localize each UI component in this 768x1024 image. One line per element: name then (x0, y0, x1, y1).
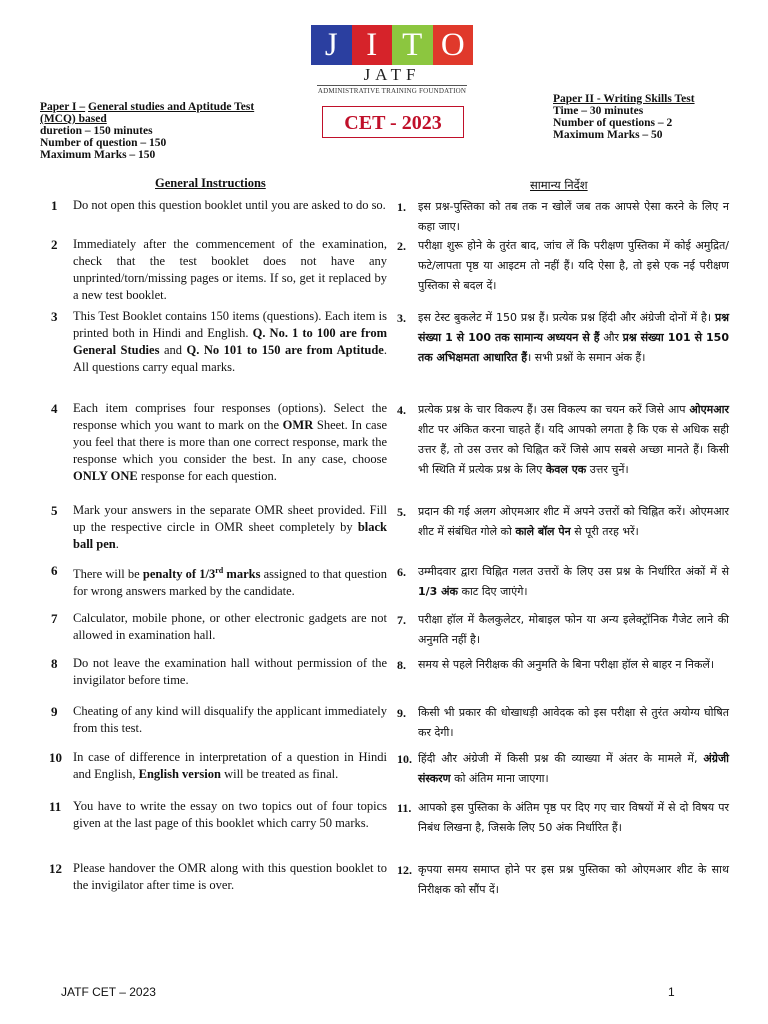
paper-one-info (40, 101, 290, 161)
instruction-text (418, 749, 729, 789)
instruction-number: 12. (397, 863, 412, 877)
instruction-number: 1 (51, 198, 58, 213)
instruction-span: प्रदान की गई अलग ओएमआर शीट में अपने उत्तरों को चिह्नित करें। ओएमआर शीट में संबंधित गोले को (418, 505, 729, 538)
paper-two-info (553, 93, 753, 141)
instruction-number: 11 (49, 799, 62, 814)
instruction-number: 8 (51, 656, 58, 671)
instruction-text (73, 860, 387, 894)
hindi-instruction-item (397, 562, 729, 602)
instruction-number: 5 (51, 503, 58, 518)
instruction-item (40, 308, 387, 376)
heading-general-instructions: General Instructions (155, 176, 266, 190)
hindi-instruction-item (397, 655, 729, 675)
paper-one-label: Paper I – (40, 101, 86, 113)
instruction-span: उत्तर चुनें। (586, 463, 629, 476)
instruction-span: को अंतिम माना जाएगा। (450, 772, 549, 785)
instruction-span: से पूरी तरह भरें। (570, 525, 639, 538)
instruction-item (40, 197, 387, 214)
instruction-span: हिंदी और अंग्रेजी में किसी प्रश्न की व्याख्या में अंतर के मामले में, (418, 752, 704, 765)
instruction-span: . (115, 537, 119, 551)
instruction-span: Mark your answers in the separate OMR sheet provided. Fill up the respective circle in OMR sheet completely by (73, 503, 387, 534)
instruction-text (418, 197, 729, 237)
instruction-emphasis: ओएमआर (689, 403, 729, 416)
instruction-span: You have to write the essay on two topics out of four topics given at the last page of this booklet which carry 50 marks. (73, 799, 387, 830)
instruction-span: Do not open this question booklet until you are asked to do so. (73, 198, 386, 212)
instruction-span: There will be (73, 567, 143, 582)
instruction-emphasis: केवल एक (545, 463, 587, 476)
instruction-span: Calculator, mobile phone, or other electronic gadgets are not allowed in examination hall. (73, 611, 387, 642)
logo-letter-i: I (352, 25, 393, 65)
instruction-text (73, 562, 387, 600)
instruction-emphasis: black ball pen (73, 520, 387, 551)
instruction-text (73, 197, 387, 214)
hindi-instruction-item (397, 798, 729, 838)
cet-year-box: CET - 2023 (322, 106, 464, 138)
instruction-span: कृपया समय समाप्त होने पर इस प्रश्न पुस्तिका को ओएमआर शीट के साथ निरीक्षक को सौंप दें। (418, 863, 729, 896)
heading-hindi-instructions: सामान्य निर्देश (530, 178, 588, 192)
logo-divider (317, 85, 467, 86)
footer-title: JATF CET – 2023 (61, 985, 156, 999)
instruction-text (418, 703, 729, 743)
hindi-instruction-item (397, 400, 729, 480)
instruction-number: 9 (51, 704, 58, 719)
instruction-span: assigned to that question for wrong answers marked by the candidate. (73, 567, 387, 599)
instruction-text (418, 308, 729, 368)
instruction-number: 8. (397, 658, 406, 672)
instruction-text (418, 236, 729, 296)
instruction-text (73, 400, 387, 485)
instruction-text (73, 610, 387, 644)
instruction-text (73, 655, 387, 689)
instruction-number: 7 (51, 611, 58, 626)
paper-two-marks: Maximum Marks – 50 (553, 129, 663, 141)
paper-one-questions: Number of question – 150 (40, 137, 167, 149)
instruction-text (73, 703, 387, 737)
instruction-emphasis: marks (223, 567, 261, 582)
instruction-text (418, 860, 729, 900)
instruction-span: and (159, 343, 187, 357)
instruction-text (418, 610, 729, 650)
instruction-text (418, 655, 729, 675)
instruction-emphasis: English version (138, 767, 221, 781)
instruction-text (73, 308, 387, 376)
paper-two-time: Time – 30 minutes (553, 105, 644, 117)
instruction-number: 7. (397, 613, 406, 627)
instruction-text (418, 502, 729, 542)
hindi-instruction-item (397, 610, 729, 650)
logo-tagline: ADMINISTRATIVE TRAINING FOUNDATION (317, 87, 467, 95)
instruction-emphasis: प्रश्न संख्या 101 से 150 तक अभिक्षमता आधारित हैं (418, 331, 729, 364)
instruction-text (73, 798, 387, 832)
instruction-item (40, 798, 387, 832)
instruction-span: प्रत्येक प्रश्न के चार विकल्प हैं। उस विकल्प का चयन करें जिसे आप (418, 403, 690, 416)
instruction-number: 4 (51, 401, 58, 416)
instruction-number: 4. (397, 403, 406, 417)
instruction-emphasis: ONLY ONE (73, 469, 138, 483)
instruction-span: Cheating of any kind will disqualify the applicant immediately from this test. (73, 704, 387, 735)
instruction-text (73, 236, 387, 304)
instruction-span: . All questions carry equal marks. (73, 343, 387, 374)
instruction-emphasis: काले बॉल पेन (515, 525, 571, 538)
paper-two-title: Paper II - Writing Skills Test (553, 93, 695, 105)
instruction-item (40, 610, 387, 644)
instruction-number: 6 (51, 563, 58, 578)
instruction-emphasis: 1/3 अंक (418, 585, 459, 598)
instruction-number: 6. (397, 565, 406, 579)
instruction-text (73, 749, 387, 783)
instruction-span: Sheet. In case you feel that there is more than one correct response, mark the response which you consider the best. In any case, choose (73, 418, 387, 466)
instruction-item (40, 860, 387, 894)
instruction-number: 2. (397, 239, 406, 253)
paper-one-marks: Maximum Marks – 150 (40, 149, 156, 161)
instruction-text (418, 798, 729, 838)
instruction-span: उम्मीदवार द्वारा चिह्नित गलत उत्तरों के लिए उस प्रश्न के निर्धारित अंकों में से (418, 565, 729, 578)
logo-subtitle: JATF (363, 65, 421, 84)
instruction-span: Please handover the OMR along with this question booklet to the invigilator after time is over. (73, 861, 387, 892)
instruction-number: 11. (397, 801, 412, 815)
hindi-instruction-item (397, 860, 729, 900)
instruction-item (40, 400, 387, 485)
instruction-span: परीक्षा हॉल में कैलकुलेटर, मोबाइल फोन या अन्य इलेक्ट्रॉनिक गैजेट लाने की अनुमति नहीं है। (418, 613, 729, 646)
instruction-item (40, 502, 387, 553)
instruction-item (40, 703, 387, 737)
instruction-span: Each item comprises four responses (options). Select the response which you want to mark on the (73, 401, 387, 432)
instruction-item (40, 655, 387, 689)
instruction-span: किसी भी प्रकार की धोखाधड़ी आवेदक को इस परीक्षा से तुरंत अयोग्य घोषित कर देगी। (418, 706, 729, 739)
instruction-number: 1. (397, 200, 406, 214)
paper-two-questions: Number of questions – 2 (553, 117, 673, 129)
instruction-span: This Test Booklet contains 150 items (questions). Each item is printed both in Hindi and English. (73, 309, 387, 340)
hindi-instruction-item (397, 502, 729, 542)
logo-letter-o: O (433, 25, 474, 65)
instruction-span: will be treated as final. (220, 767, 339, 781)
instruction-number: 10 (49, 750, 62, 765)
instruction-span: Do not leave the examination hall without permission of the invigilator before time. (73, 656, 387, 687)
hindi-instruction-item (397, 236, 729, 296)
logo-letter-t: T (392, 25, 433, 65)
instruction-number: 10. (397, 752, 412, 766)
instruction-span: । सभी प्रश्नों के समान अंक हैं। (527, 351, 646, 364)
instruction-span: शीट पर अंकित करना चाहते हैं। यदि आपको लगता है कि एक से अधिक सही उत्तर हैं, तो उस उत्तर को चिह्नित करें जिसे आप सबसे अच्छा मानते हैं। किसी भी स्थिति में प्रत्येक प्रश्न के लिए (418, 423, 729, 476)
instruction-span: परीक्षा शुरू होने के तुरंत बाद, जांच लें कि परीक्षण पुस्तिका में कोई अमुद्रित/फटे/लापता पृष्ठ या आइटम तो नहीं हैं। यदि ऐसा है, तो इसे एक नई परीक्षण पुस्तिका से बदल दें। (418, 239, 729, 292)
paper-one-title (40, 101, 290, 125)
paper-one-duration: duretion – 150 minutes (40, 125, 153, 137)
instruction-emphasis: penalty of 1/3 (142, 567, 216, 582)
paper-one-subject: General studies and Aptitude Test (MCQ) based (40, 101, 255, 125)
instruction-emphasis: Q. No 101 to 150 are from Aptitude (186, 343, 384, 357)
hindi-instruction-item (397, 749, 729, 789)
jito-logo (311, 25, 473, 95)
instruction-span: In case of difference in interpretation of a question in Hindi and English, (73, 750, 387, 781)
instruction-emphasis: अंग्रेजी संस्करण (418, 752, 729, 785)
instruction-span: काट दिए जाएंगे। (458, 585, 528, 598)
instruction-span: समय से पहले निरीक्षक की अनुमति के बिना परीक्षा हॉल से बाहर न निकलें। (418, 658, 715, 671)
instruction-item (40, 236, 387, 304)
instruction-emphasis: प्रश्न संख्या 1 से 100 तक सामान्य अध्ययन से हैं (418, 311, 729, 344)
instruction-span: इस प्रश्न-पुस्तिका को तब तक न खोलें जब तक आपसे ऐसा करने के लिए न कहा जाए। (418, 200, 729, 233)
instruction-span: और (599, 331, 623, 344)
instruction-span: Immediately after the commencement of the examination, check that the test booklet does not have any unprinted/torn/missing pages or items. If so, get it replaced by a new test booklet. (73, 237, 387, 302)
instruction-item (40, 562, 387, 600)
page-number: 1 (668, 985, 675, 999)
instruction-number: 12 (49, 861, 62, 876)
hindi-instruction-item (397, 703, 729, 743)
instruction-number: 2 (51, 237, 58, 252)
instruction-emphasis: OMR (282, 418, 314, 432)
instruction-text (418, 562, 729, 602)
instruction-item (40, 749, 387, 783)
instruction-text (73, 502, 387, 553)
instruction-number: 3. (397, 311, 406, 325)
instruction-number: 5. (397, 505, 406, 519)
instruction-span: इस टेस्ट बुकलेट में 150 प्रश्न हैं। प्रत्येक प्रश्न हिंदी और अंग्रेजी दोनों में है। (418, 311, 715, 324)
logo-letter-blocks (311, 25, 473, 65)
instruction-number: 3 (51, 309, 58, 324)
instruction-number: 9. (397, 706, 406, 720)
instruction-span: response for each question. (137, 469, 277, 483)
instruction-emphasis: Q. No. 1 to 100 are from General Studies (73, 326, 387, 357)
instruction-span: आपको इस पुस्तिका के अंतिम पृष्ठ पर दिए गए चार विषयों में से दो विषय पर निबंध लिखना है, जिसके लिए 50 अंक निर्धारित हैं। (418, 801, 729, 834)
hindi-instruction-item (397, 197, 729, 237)
instruction-emphasis: rd (215, 566, 224, 575)
hindi-instruction-item (397, 308, 729, 368)
instruction-text (418, 400, 729, 480)
logo-letter-j: J (311, 25, 352, 65)
